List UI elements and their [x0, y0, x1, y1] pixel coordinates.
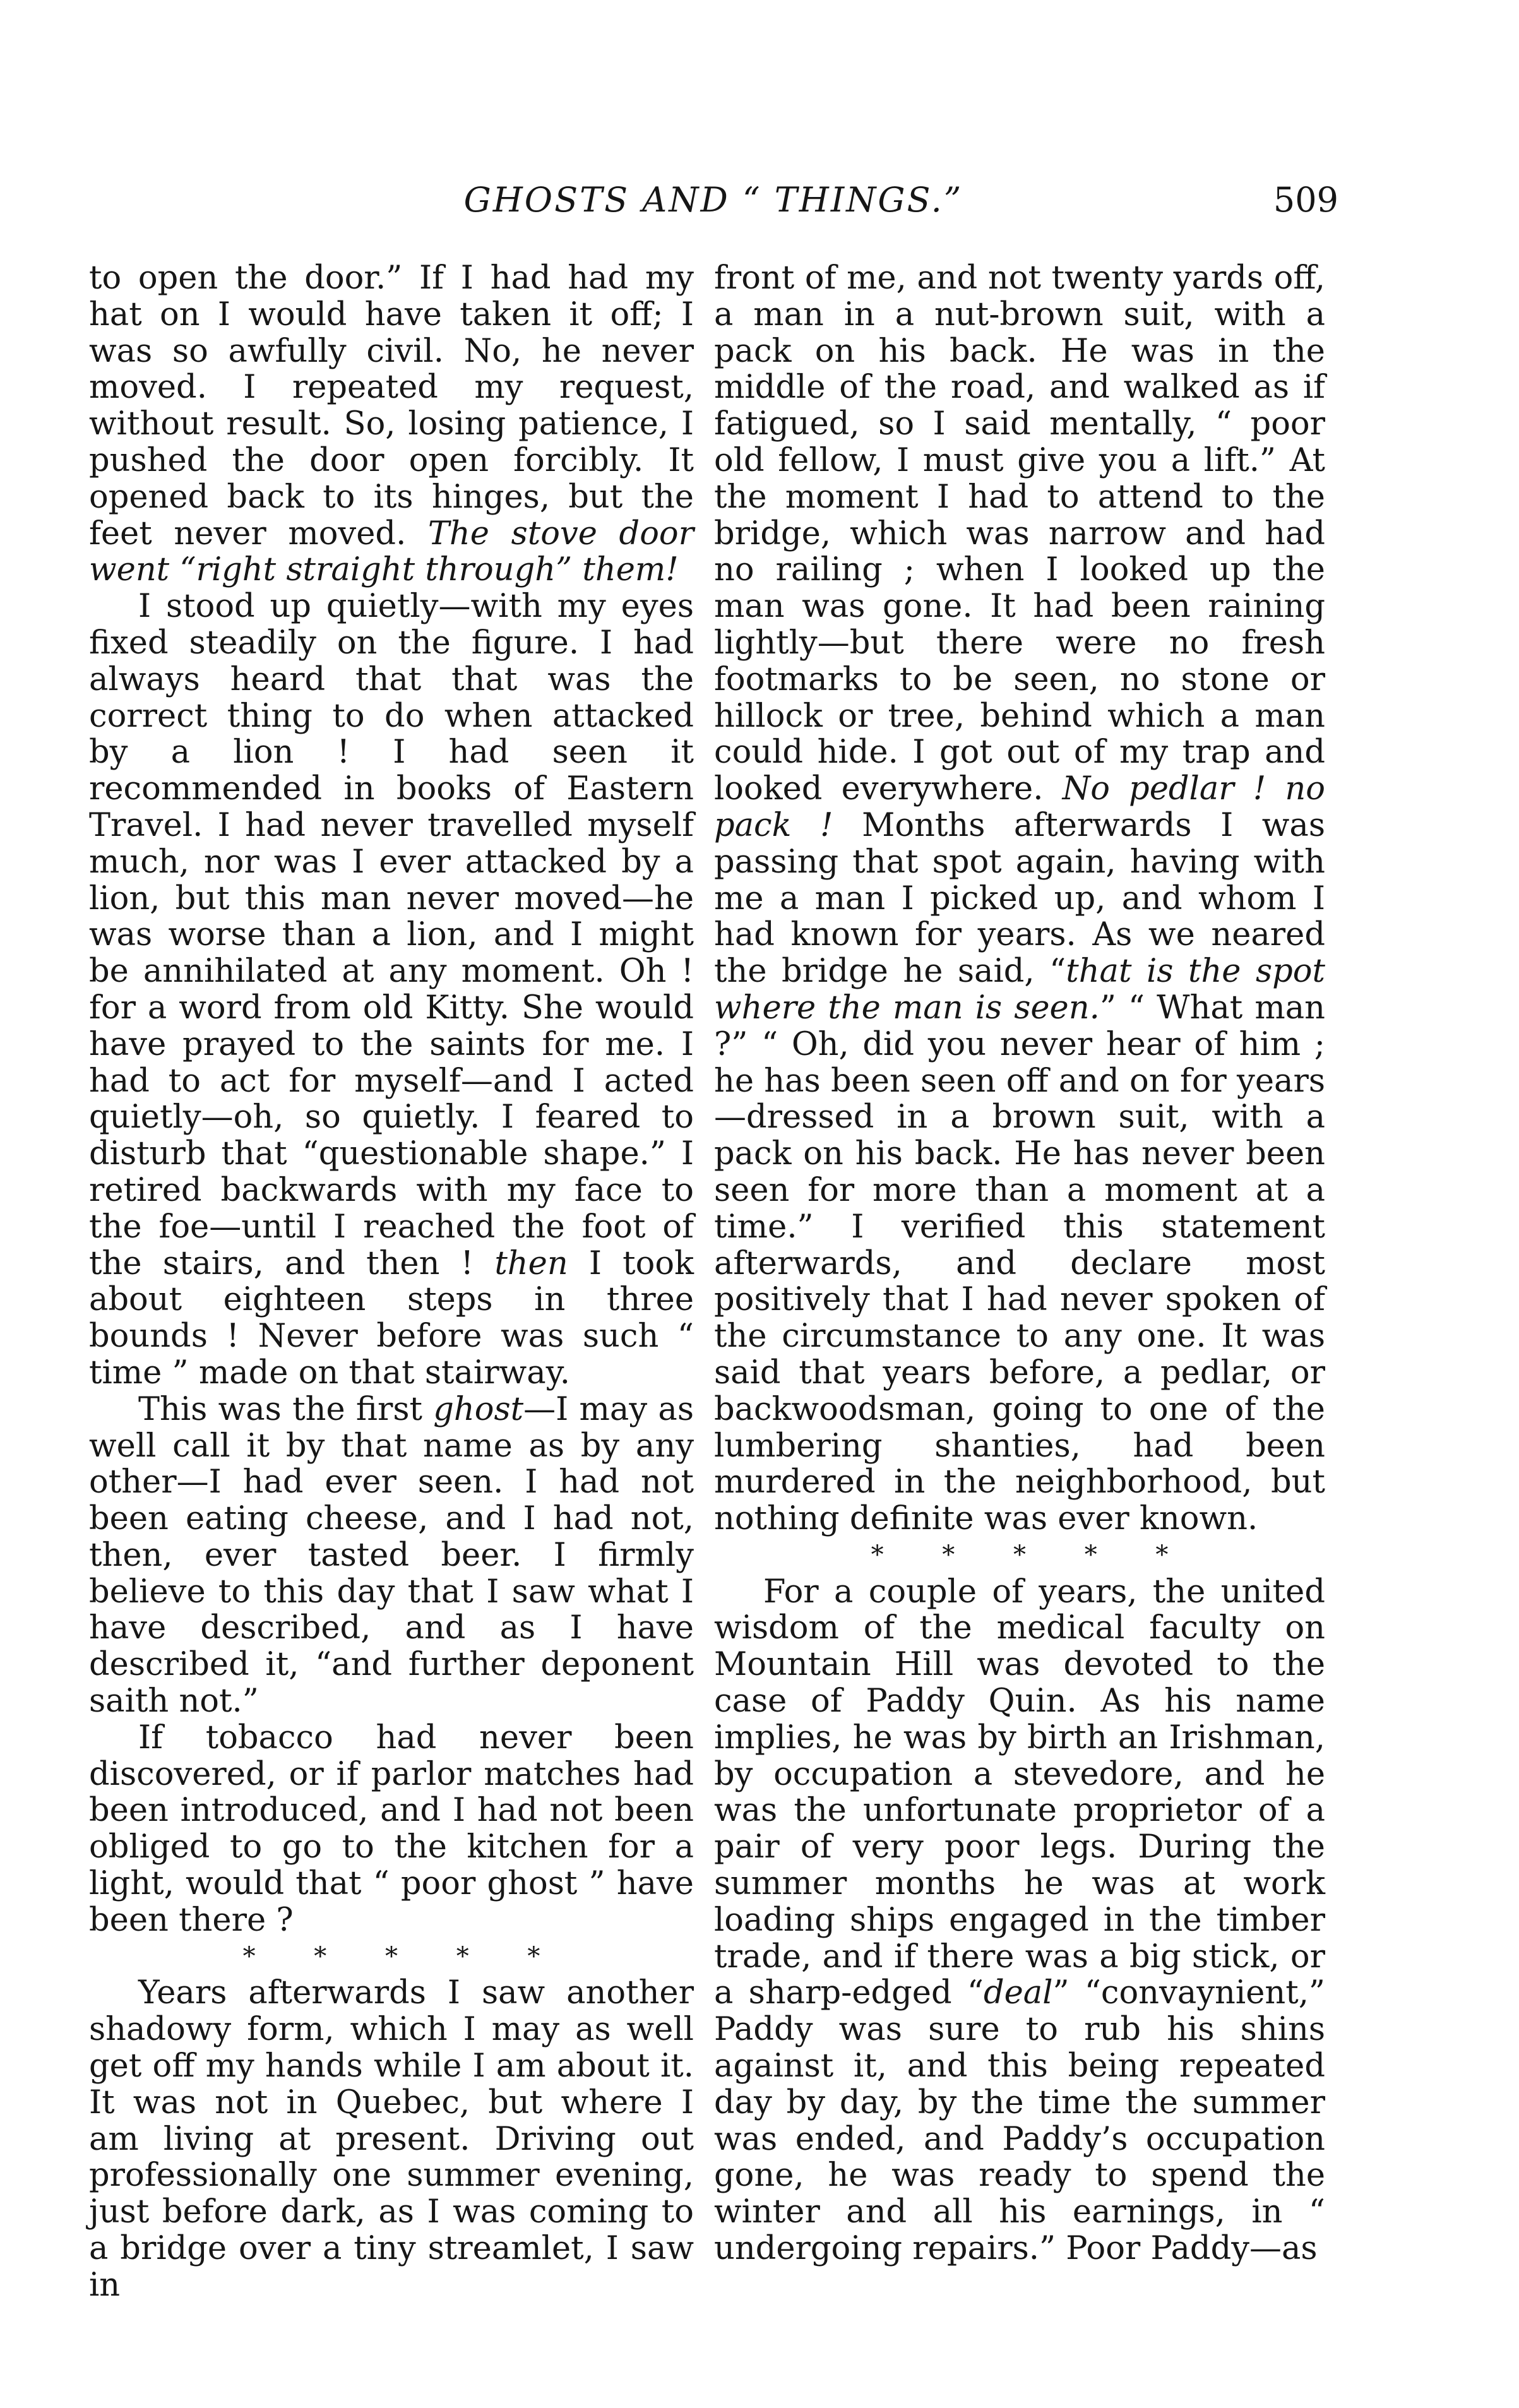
- text-run: For a couple of years, the united wisdom of the medical faculty on Mountain Hill was devoted to the case of Paddy Quin. As his name implies, he was by birth an Irishman, by occupation a stevedore, and he was the unfortunate proprietor of a pair of very poor legs. During the summer months he was at work loading ships engaged in the timber trade, and if there was a big stick, or a sharp-edged “: [714, 1573, 1325, 2012]
- italic-text: No pedlar ! no pack !: [714, 770, 1325, 844]
- running-head: GHOSTS AND “ THINGS.”: [463, 180, 963, 220]
- italic-text: then: [494, 1244, 568, 1282]
- text-run: ” “ What man ?” “ Oh, did you never hear of him ; he has been seen off and on for years—dressed in a brown suit, with a pack on his back. He has never been seen for more than a moment at a time.” I verified this statement afterwards, and declare most positively that I had never spoken of the circumstance to any one. It was said that years before, a pedlar, or backwoodsman, going to one of the lumbering shanties, had been murdered in the neighborhood, but nothing definite was ever known.: [714, 989, 1325, 1538]
- paragraph: [89, 588, 694, 1392]
- text-run: to open the door.” If I had had my hat on I would have taken it off; I was so awfully civil. No, he never moved. I repeated my request, without result. So, losing patience, I pushed the door open forcibly. It opened back to its hinges, but the feet never moved.: [89, 259, 694, 552]
- italic-text: The stove door went “right straight through” them!: [89, 515, 694, 589]
- text-run: I took about eighteen steps in three bounds ! Never before was such “ time ” made on that stairway.: [89, 1244, 694, 1392]
- paragraph: [714, 1574, 1325, 2267]
- paragraph: Years afterwards I saw another shadowy form, which I may as well get off my hands while I am about it. It was not in Quebec, but where I am living at present. Driving out professionally one summer evening, just before dark, as I was coming to a bridge over a tiny streamlet, I saw in: [89, 1974, 694, 2304]
- left-column: [89, 260, 694, 2304]
- paragraph: [89, 260, 694, 588]
- paragraph: [714, 260, 1325, 1537]
- section-separator: * * * * *: [871, 1540, 1169, 1570]
- text-run: Months afterwards I was passing that spot again, having with me a man I picked up, and whom I had known for years. As we neared the bridge he said, “: [714, 806, 1325, 991]
- text-run: front of me, and not twenty yards off, a man in a nut-brown suit, with a pack on his back. He was in the middle of the road, and walked as if fatigued, so I said mentally, “ poor old fellow, I must give you a lift.” At the moment I had to attend to the bridge, which was narrow and had no railing ; when I looked up the man was gone. It had been raining lightly—but there were no fresh footmarks to be seen, no stone or hillock or tree, behind which a man could hide. I got out of my trap and looked everywhere.: [714, 259, 1325, 808]
- paragraph: If tobacco had never been discovered, or if parlor matches had been introduced, and I had not been obliged to go to the kitchen for a light, would that “ poor ghost ” have been there ?: [89, 1719, 694, 1939]
- text-run: ” “convaynient,” Paddy was sure to rub his shins against it, and this being repeated day by day, by the time the summer was ended, and Paddy’s occupation gone, he was ready to spend the winter and all his earnings, in “ undergoing repairs.” Poor Paddy—as: [714, 1974, 1325, 2268]
- page-number: 509: [1273, 180, 1338, 220]
- right-column: [714, 260, 1325, 2267]
- text-run: I stood up quietly—with my eyes fixed steadily on the figure. I had always heard that that was the correct thing to do when attacked by a lion ! I had seen it recommended in books of Eastern Travel. I had never travelled myself much, nor was I ever attacked by a lion, but this man never moved—he was worse than a lion, and I might be annihilated at any moment. Oh ! for a word from old Kitty. She would have prayed to the saints for me. I had to act for myself—and I acted quietly—oh, so quietly. I feared to disturb that “questionable shape.” I retired backwards with my face to the foe—until I reached the foot of the stairs, and then !: [89, 588, 694, 1282]
- italic-text: deal: [983, 1974, 1053, 2012]
- italic-text: that is the spot where the man is seen.: [714, 953, 1326, 1027]
- text-run: This was the first: [138, 1390, 434, 1428]
- page-header: [88, 178, 1338, 235]
- italic-text: ghost: [433, 1390, 524, 1428]
- paragraph: [89, 1392, 694, 1720]
- text-run: —I may as well call it by that name as by any other—I had ever seen. I had not been eating cheese, and I had not, then, ever tasted beer. I firmly believe to this day that I saw what I have described, and as I have described it, “and further deponent saith not.”: [89, 1390, 694, 1720]
- section-separator: * * * * *: [242, 1941, 540, 1971]
